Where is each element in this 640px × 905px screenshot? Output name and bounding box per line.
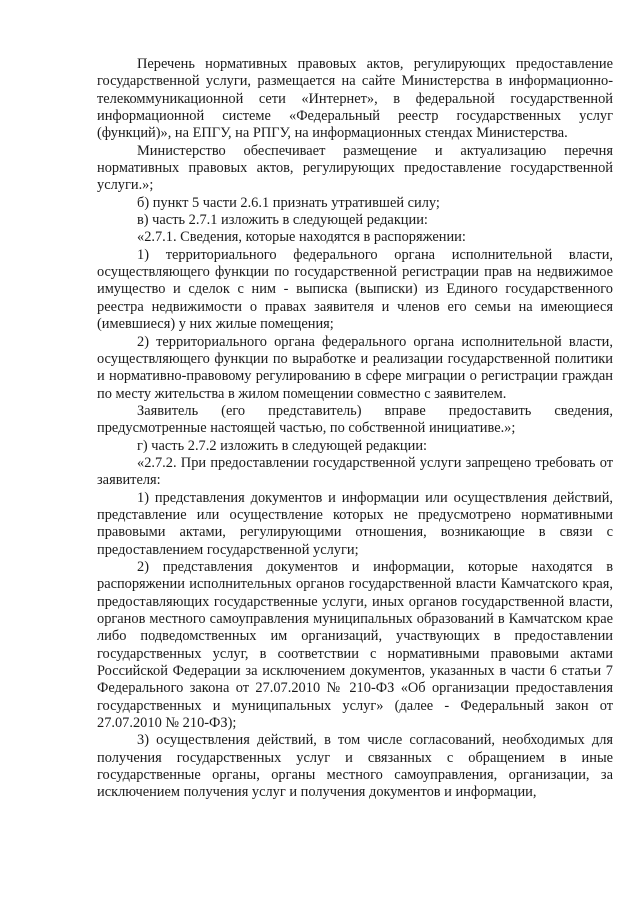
paragraph-2-7-2-item-3: 3) осуществления действий, в том числе согласований, необходимых для получения государственных услуг и связанных с обращением в иные государственные органы, органы местного самоуправления, организации, за исключением получения услуг и получения документов и информации, (97, 732, 613, 801)
paragraph-item-v: в) часть 2.7.1 изложить в следующей редакции: (137, 212, 428, 229)
paragraph-2-7-2-item-2: 2) представления документов и информации, которые находятся в распоряжении исполнительных органов государственной власти Камчатского края, предоставляющих государственные услуги, иных органов государственной власти, органов местного самоуправления муниципальных образований в Камчатском крае либо подведомственных им организаций, участвующих в предоставлении государственных услуг, в соответствии с нормативными правовыми актами Российской Федерации за исключением документов, указанных в части 6 статьи 7 Федерального закона от 27.07.2010 № 210-ФЗ «Об организации предоставления государственных и муниципальных услуг» (далее - Федеральный закон от 27.07.2010 № 210-ФЗ); (97, 558, 613, 732)
paragraph-list-of-acts: Перечень нормативных правовых актов, регулирующих предоставление государственной услуги, размещается на сайте Министерства в информационно-телекоммуникационной сети «Интернет», в федеральной государственной информационной системе «Федеральный реестр государственных услуг (функций)», на ЕПГУ, на РПГУ, на информационных стендах Министерства. (97, 56, 613, 142)
paragraph-item-b: б) пункт 5 части 2.6.1 признать утратившей силу; (137, 194, 440, 211)
document-page (97, 56, 613, 802)
paragraph-2-7-1-item-1: 1) территориального федерального органа исполнительной власти, осуществляющего функции по государственной регистрации прав на недвижимое имущество и сделок с ним - выписка (выписки) из Единого государственного реестра недвижимости о правах заявителя и членов его семьи на имеющиеся (имевшиеся) у них жилые помещения; (97, 246, 613, 333)
paragraph-2-7-2: «2.7.2. При предоставлении государственной услуги запрещено требовать от заявителя: (97, 454, 613, 489)
paragraph-item-g: г) часть 2.7.2 изложить в следующей редакции: (137, 437, 428, 454)
paragraph-2-7-2-item-1: 1) представления документов и информации или осуществления действий, представление или осуществление которых не предусмотрено нормативными правовыми актами, регулирующими отношения, возникающие в связи с предоставлением государственной услуги; (97, 489, 613, 558)
paragraph-2-7-1-item-2: 2) территориального органа федерального органа исполнительной власти, осуществляющего функции по выработке и реализации государственной политики и нормативно-правовому регулированию в сфере миграции о регистрации граждан по месту жительства в жилом помещении совместно с заявителем. (97, 333, 613, 402)
paragraph-ministry-duties: Министерство обеспечивает размещение и актуализацию перечня нормативных правовых актов, регулирующих предоставление государственной услуги.»; (97, 142, 613, 194)
paragraph-2-7-1: «2.7.1. Сведения, которые находятся в распоряжении: (137, 229, 466, 246)
paragraph-applicant-right: Заявитель (его представитель) вправе предоставить сведения, предусмотренные настоящей частью, по собственной инициативе.»; (97, 402, 613, 437)
